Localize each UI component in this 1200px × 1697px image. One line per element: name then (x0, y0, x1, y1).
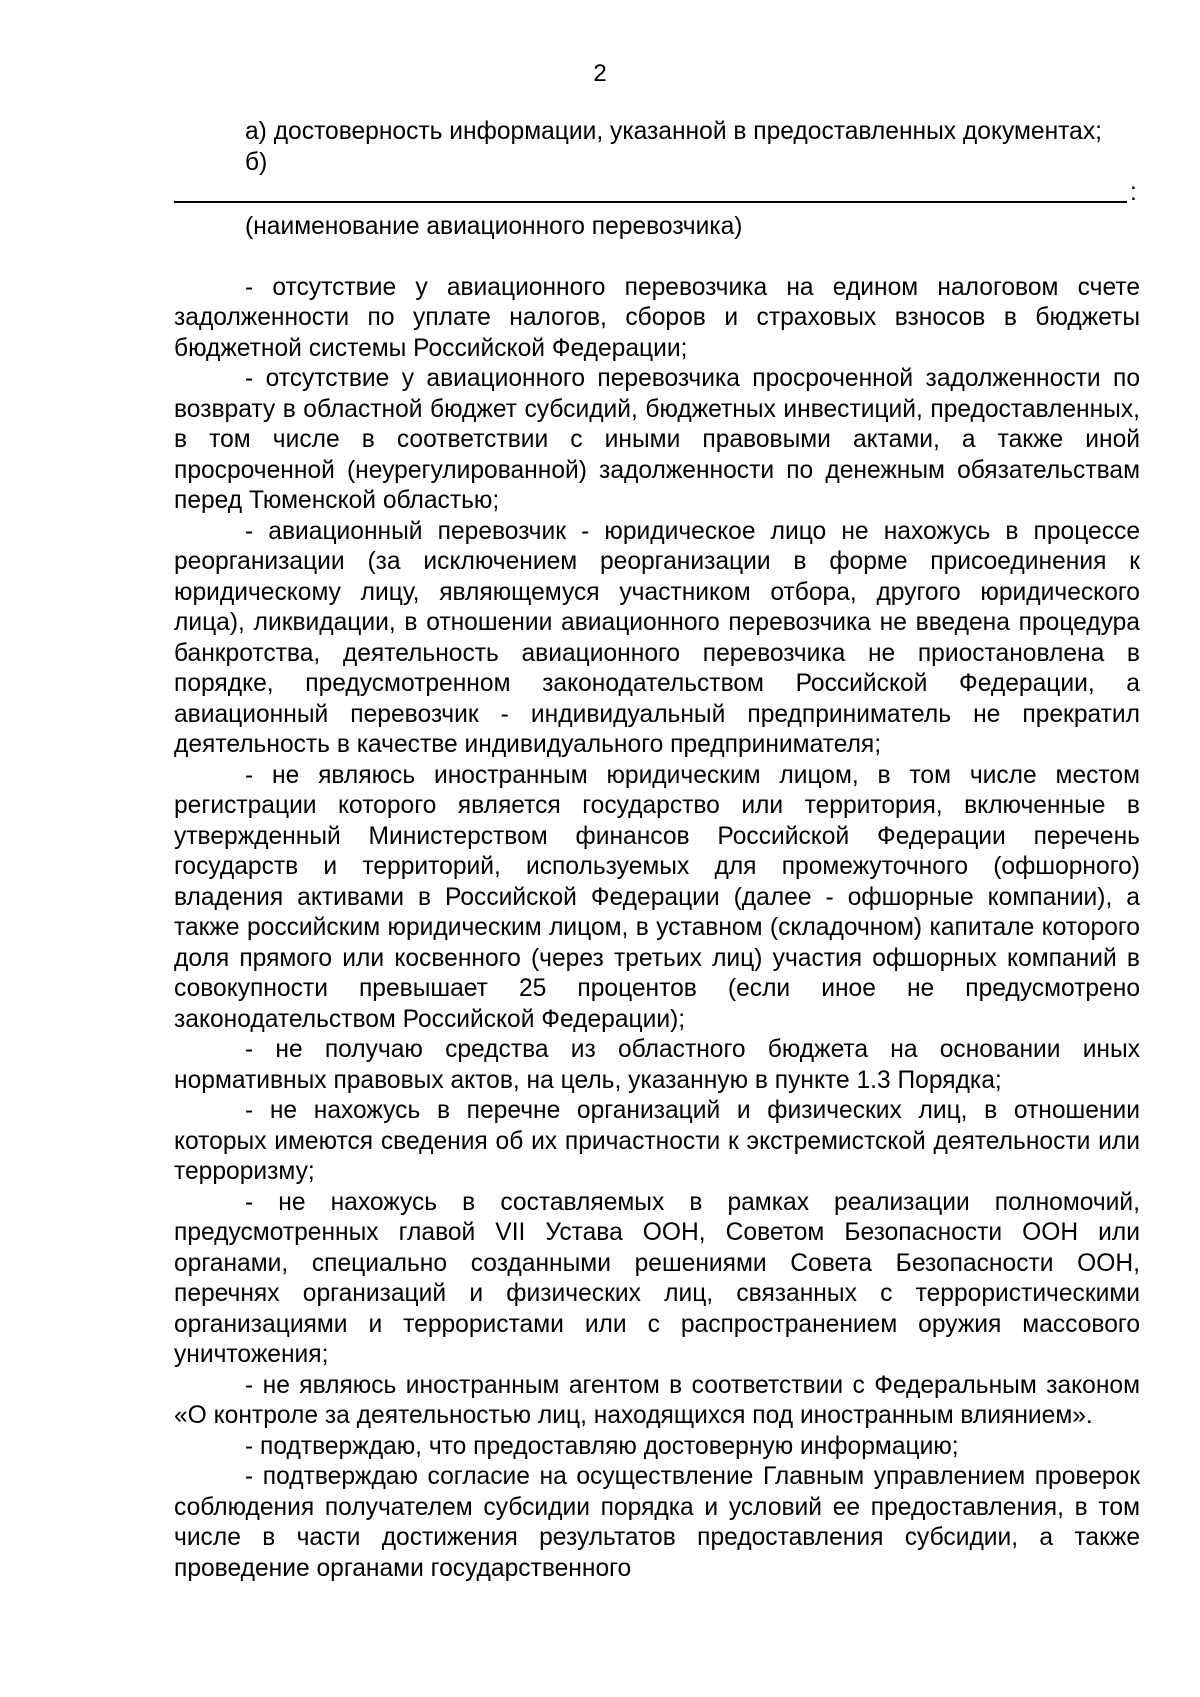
document-body (174, 117, 1140, 1584)
paragraph-un-list: - не нахожусь в составляемых в рамках реализации полномочий, предусмотренных главой VII Устава ООН, Советом Безопасности ООН или органами, специально созданными решениями Совета Безопасности ООН, перечнях организаций и физических лиц, связанных с террористическими организациями и террористами или с распространением оружия массового уничтожения; (174, 1188, 1140, 1368)
paragraph-overdue-debt: - отсутствие у авиационного перевозчика просроченной задолженности по возврату в областной бюджет субсидий, бюджетных инвестиций, предоставленных, в том числе в соответствии с иными правовыми актами, а также иной просроченной (неурегулированной) задолженности по денежным обязательствам перед Тюменской областью; (174, 365, 1140, 514)
paragraph-extremism-list: - не нахожусь в перечне организаций и физических лиц, в отношении которых имеются сведения об их причастности к экстремистской деятельности или терроризму; (174, 1097, 1140, 1185)
fill-in-line (174, 201, 1127, 203)
paragraph-foreign-entity: - не являюсь иностранным юридическим лицом, в том числе местом регистрации которого является государство или территория, включенные в утвержденный Министерством финансов Российской Федерации перечень государств и территорий, используемых для промежуточного (офшорного) владения активами в Российской Федерации (далее - офшорные компании), а также российским юридическим лицом, в уставном (складочном) капитале которого доля прямого или косвенного (через третьих лиц) участия офшорных компаний в совокупности превышает 25 процентов (если иное не предусмотрено законодательством Российской Федерации); (174, 761, 1140, 1033)
fill-in-colon: : (1130, 179, 1137, 206)
paragraph-other-funds: - не получаю средства из областного бюджета на основании иных нормативных правовых актов, на цель, указанную в пункте 1.3 Порядка; (174, 1036, 1140, 1094)
item-b-label: б) (245, 148, 268, 176)
paragraph-foreign-agent: - не являюсь иностранным агентом в соответствии с Федеральным законом «О контроле за деятельностью лиц, находящихся под иностранным влиянием». (174, 1371, 1140, 1429)
item-a: а) достоверность информации, указанной в предоставленных документах; (245, 118, 1102, 145)
paragraph-reliable-info: - подтверждаю, что предоставляю достоверную информацию; (245, 1432, 959, 1460)
item-b-blank-row (174, 178, 1140, 212)
page-number: 2 (593, 60, 607, 87)
paragraph-consent: - подтверждаю согласие на осуществление Главным управлением проверок соблюдения получателем субсидии порядка и условий ее предоставления, в том числе в части достижения результатов предоставления субсидии, а также проведение органами государственного (174, 1463, 1140, 1582)
paragraph-tax-debt: - отсутствие у авиационного перевозчика на едином налоговом счете задолженности по уплате налогов, сборов и страховых взносов в бюджеты бюджетной системы Российской Федерации; (174, 273, 1140, 362)
paragraph-reorganization: - авиационный перевозчик - юридическое лицо не нахожусь в процессе реорганизации (за исключением реорганизации в форме присоединения к юридическому лицу, являющемуся участником отбора, другого юридического лица), ликвидации, в отношении авиационного перевозчика не введена процедура банкротства, деятельность авиационного перевозчика не приостановлена в порядке, предусмотренном законодательством Российской Федерации, а авиационный перевозчик - индивидуальный предприниматель не прекратил деятельность в качестве индивидуального предпринимателя; (174, 517, 1140, 758)
fill-in-caption: (наименование авиационного перевозчика) (245, 213, 743, 240)
spacer (174, 243, 1140, 273)
